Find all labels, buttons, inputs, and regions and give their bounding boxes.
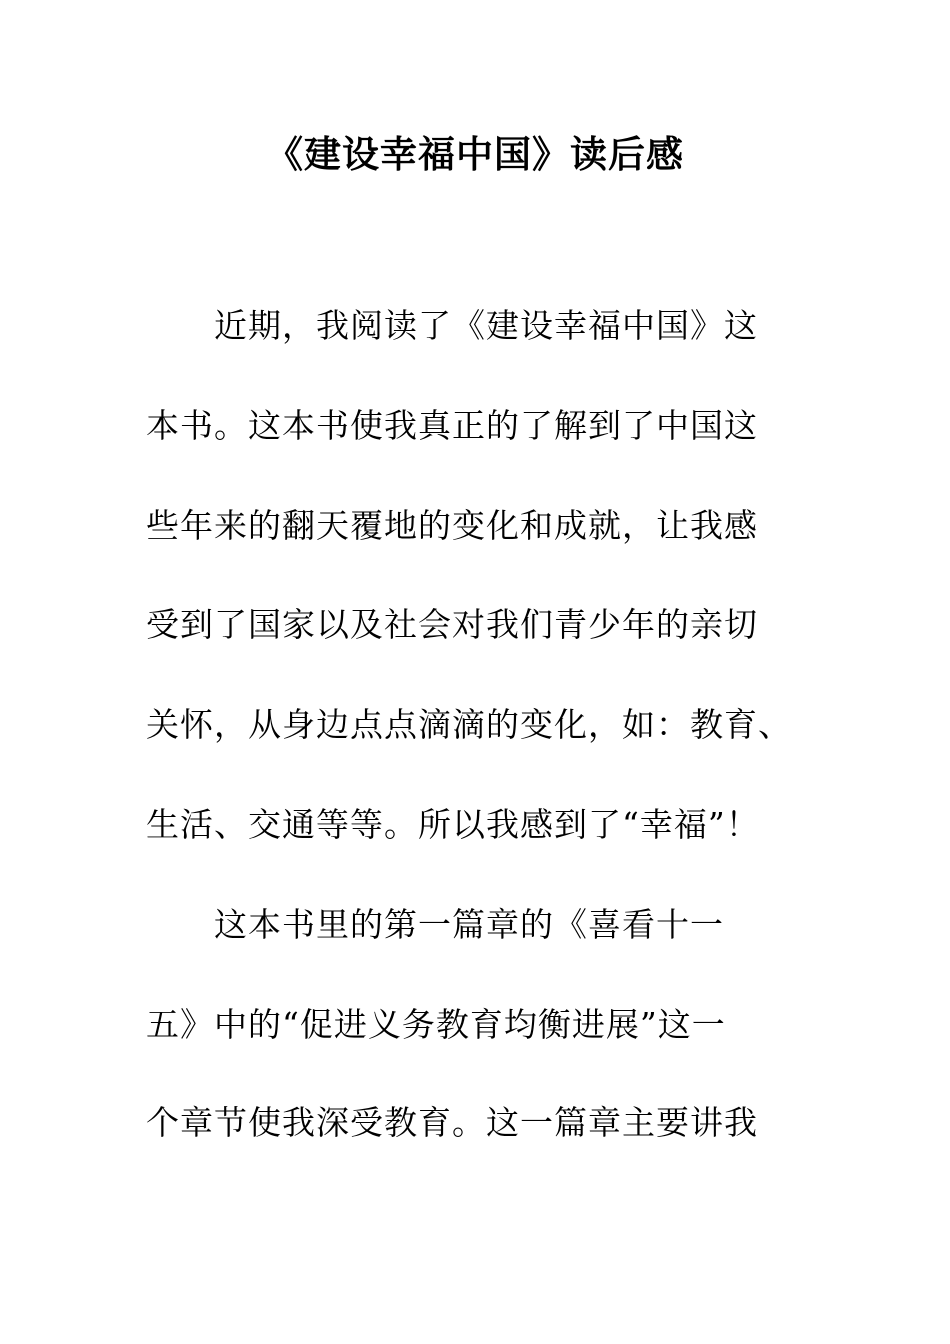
paragraph-1-line-4: 受到了国家以及社会对我们青少年的亲切 — [146, 605, 758, 644]
document-title: 《建设幸福中国》读后感 — [266, 132, 684, 176]
paragraph-1-line-2: 本书。这本书使我真正的了解到了中国这 — [146, 406, 758, 445]
paragraph-1-line-1: 近期，我阅读了《建设幸福中国》这 — [214, 306, 758, 345]
paragraph-1-line-6: 生活、交通等等。所以我感到了“幸福”！ — [146, 805, 760, 844]
paragraph-2-line-2: 五》中的“促进义务教育均衡进展”这一 — [146, 1005, 726, 1044]
paragraph-2-line-3: 个章节使我深受教育。这一篇章主要讲我 — [146, 1103, 758, 1142]
paragraph-2-line-1: 这本书里的第一篇章的《喜看十一 — [214, 905, 724, 944]
paragraph-1-line-5: 关怀，从身边点点滴滴的变化，如：教育、 — [146, 705, 792, 744]
paragraph-1-line-3: 些年来的翻天覆地的变化和成就，让我感 — [146, 506, 758, 545]
